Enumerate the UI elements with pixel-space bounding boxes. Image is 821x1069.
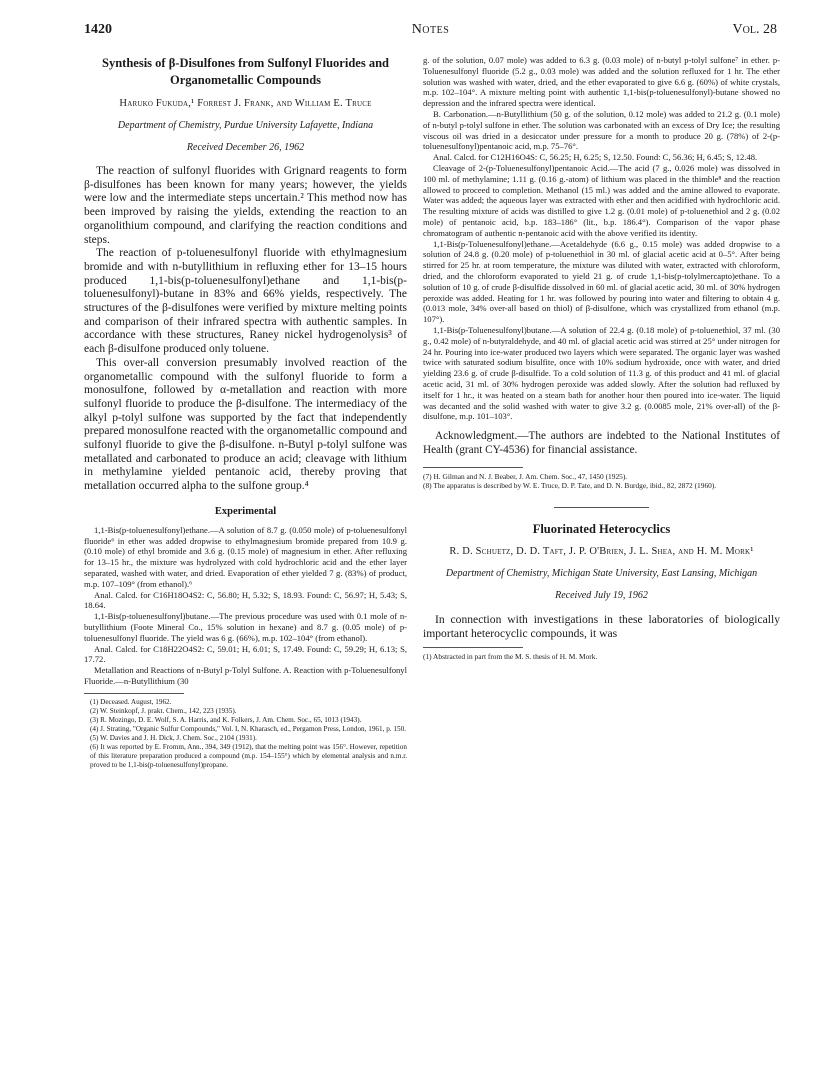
- article-separator: [554, 507, 649, 508]
- footnote: (5) W. Davies and J. H. Dick, J. Chem. Soc., 2104 (1931).: [90, 733, 257, 742]
- section-name: Notes: [411, 22, 450, 37]
- volume-label: Vol. 28: [732, 22, 777, 37]
- running-head: [84, 22, 777, 40]
- analysis-butane: Anal. Calcd. for C18H22O4S2: C, 59.01; H, 6.01; S, 17.49. Found: C, 59.29; H, 6.13; S, 17.72.: [84, 643, 407, 665]
- article-affiliation: Department of Chemistry, Purdue University Lafayette, Indiana: [117, 120, 374, 131]
- footnote: (6) It was reported by E. Fromm, Ann., 394, 349 (1912), that the melting point was 156°. However, repetition of this literature preparation produced a compound (m.p. 154–155°) which by elemental analysis and n.m.r. proved to be 1,1-bis(p-toluenesulfonyl)propane.: [90, 742, 407, 769]
- page-number: 1420: [84, 22, 112, 37]
- footnote: (4) J. Strating, "Organic Sulfur Compounds," Vol. I, N. Kharasch, ed., Pergamon Press, London, 1961, p. 150.: [90, 724, 406, 733]
- second-article-intro: In connection with investigations in these laboratories of biologically important heterocyclic compounds, it was: [423, 612, 780, 640]
- second-article-affiliation: Department of Chemistry, Michigan State University, East Lansing, Michigan: [445, 567, 758, 579]
- second-article-authors: R. D. Schuetz, D. D. Taft, J. P. O'Brien, J. L. Shea, and H. M. Mork¹: [449, 545, 754, 557]
- results-paragraph: The reaction of p-toluenesulfonyl fluoride with ethylmagnesium bromide and with n-butyllithium in refluxing ether for 13–15 hours produced 1,1-bis(p-toluenesulfonyl)ethane and 1,1-bis(p-toluenesulfonyl)-butane in 83% and 66% yields, respectively. The structures of the β-disulfones were verified by mixture melting points and comparison of their infrared spectra with authentic samples. In accordance with these structures, Raney nickel hydrogenolysis³ of each β-disulfone produced only toluene.: [84, 247, 407, 356]
- procedure-carbonation: B. Carbonation.—n-Butyllithium (50 g. of the solution, 0.12 mole) was added to 21.2 g. (0.1 mole) of n-butyl p-tolyl sulfone in ether. The solution was carbonated with an excess of Dry Ice; the resulting viscous oil was dried in a desiccator under pressure for a month to produce 20 g. (78%) of 2-(p-toluenesulfonyl)pentanoic acid, m.p. 75–76°.: [423, 108, 780, 152]
- article-title: Synthesis of β-Disulfones from Sulfonyl Fluorides and Organometallic Compounds: [102, 56, 389, 87]
- second-article-title: Fluorinated Heterocyclics: [532, 521, 671, 536]
- procedure-ethane: 1,1-Bis(p-toluenesulfonyl)ethane.—A solution of 8.7 g. (0.050 mole) of p-toluenesulfonyl fluoride⁶ in ether was added dropwise to ethylmagnesium bromide prepared from 10.9 g. (0.10 mole) of ethyl bromide and 3.6 g. (0.15 mole) of magnesium in ether. After refluxing for 13–15 hr., the mixture was hydrolyzed with cold hydrochloric acid and the ether layer separated, washed with water, and dried. Evaporation of ether yielded 7 g. (83%) of product, m.p. 107–109° (from ethanol).⁶: [84, 524, 407, 589]
- procedure-butane: 1,1-Bis(p-toluenesulfonyl)butane.—The previous procedure was used with 0.1 mole of n-butyllithium (Foote Mineral Co., 15% solution in hexane) and 8.7 g. (0.05 mole) of p-toluenesulfonyl fluoride. The yield was 6 g. (66%), m.p. 102–104° (from ethanol).: [84, 611, 407, 643]
- procedure-metallation: Metallation and Reactions of n-Butyl p-Tolyl Sulfone. A. Reaction with p-Toluenesulfonyl Fluoride.—n-Butyllithium (30: [84, 665, 407, 687]
- footnote: (7) H. Gilman and N. J. Beaber, J. Am. Chem. Soc., 47, 1450 (1925).: [423, 472, 628, 482]
- procedure-continuation: g. of the solution, 0.07 mole) was added to 6.3 g. (0.03 mole) of n-butyl p-tolyl sulfone⁷ in ether. p-Toluenesulfonyl fluoride (5.2 g., 0.03 mole) was added and the solution refluxed for 1 hr. The ether solution was washed with water, dried, and the ether evaporated to give 6.6 g. (60%) of white crystals, m.p. 102–104°. A mixture melting point with authentic 1,1-bis(p-toluenesulfonyl)-butane showed no depression and the infrared spectra were identical.: [423, 55, 780, 109]
- footnote-rule: [84, 693, 184, 694]
- second-received-date: Received July 19, 1962: [555, 589, 648, 601]
- analysis-ethane: Anal. Calcd. for C16H18O4S2: C, 56.80; H, 5.32; S, 18.93. Found: C, 56.97; H, 5.43; S, 18.64.: [84, 589, 407, 611]
- procedure-ethane-alt: 1,1-Bis(p-Toluenesulfonyl)ethane.—Acetaldehyde (6.6 g., 0.15 mole) was added dropwise to a solution of 24.8 g. (0.20 mole) of p-toluenethiol in 30 ml. of glacial acetic acid at 0–5°. After being stirred for 25 hr. at room temperature, the mixture was diluted with water, extracted with chloroform, dried, and the chloroform evaporated to yield 21 g. of crude 1,1-bis(p-tolylmercapto)ethane. To a solution of 10 g. of crude β-disulfide dissolved in 60 ml. of glacial acetic acid, 30 ml. of 30% hydrogen peroxide was added. Heating for 1 hr. was followed by pouring into water and filtering to obtain 4 g. (0.013 mole, 34% over-all based on thiol) of β-disulfone, which was crystallized from ethanol (m.p. 107°).: [423, 238, 780, 325]
- mechanism-paragraph: This over-all conversion presumably involved reaction of the organometallic compound with the sulfonyl fluoride to form a monosulfone, followed by α-metallation and reaction with more sulfonyl fluoride to produce the β-disulfone. The intermediacy of the alkyl p-tolyl sulfone was supported by the fact that independently prepared monosulfone reacted with the organometallic compound and sulfonyl fluoride to give the β-disulfone. n-Butyl p-tolyl sulfone was metallated and carbonated to produce an acid; cleavage with lithium in methylamine yielded pentanoic acid, thereby proving that metallation occurred alpha to the sulfone group.⁴: [84, 356, 407, 493]
- experimental-heading: Experimental: [214, 505, 277, 517]
- analysis-acid: Anal. Calcd. for C12H16O4S: C, 56.25; H, 6.25; S, 12.50. Found: C, 56.36; H, 6.45; S, 12.48.: [433, 152, 758, 163]
- procedure-butane-alt: 1,1-Bis(p-Toluenesulfonyl)butane.—A solution of 22.4 g. (0.18 mole) of p-toluenethiol, 37 ml. (30 g., 0.42 mole) of n-butyraldehyde, and 40 ml. of glacial acetic acid was stirred at 25° under nitrogen for 24 hr. Pouring into ice-water produced two layers which were separated. The organic layer was washed twice with saturated sodium bisulfite, once with 10% sodium hydroxide, once with water, and dried yielding 23.6 g. of crude β-disulfide. To a cold solution of 11.3 g. of this product and 41 ml. of glacial acetic acid, 31 ml. of 30% hydrogen peroxide was added slowly. After the solution had refluxed by itself for 1 hr., it was heated on a steam bath for another hour then poured into ice-water. The liquid was decanted and the solid washed with water to give 3.2 g. (0.0085 mole, 21% over-all) of the β-disulfone, m.p. 101–103°.: [423, 324, 780, 422]
- intro-paragraph: The reaction of sulfonyl fluorides with Grignard reagents to form β-disulfones has been known for many years; however, the yields were low and the intermediate steps uncertain.² This method now has been improved by raising the yields, extending the reaction to an organolithium compound, and clarifying the reaction conditions and steps.: [84, 165, 407, 246]
- left-column: [84, 55, 407, 770]
- footnote: (2) W. Steinkopf, J. prakt. Chem., 142, 223 (1935).: [90, 706, 237, 715]
- acknowledgment: Acknowledgment.—The authors are indebted to the National Institutes of Health (grant CY-4536) for financial assistance.: [423, 430, 780, 456]
- received-date: Received December 26, 1962: [186, 142, 305, 153]
- footnote: (8) The apparatus is described by W. E. Truce, D. P. Tate, and D. N. Burdge, ibid., 82, 2872 (1960).: [423, 481, 717, 491]
- article-authors: Haruko Fukuda,¹ Forrest J. Frank, and William E. Truce: [119, 98, 372, 109]
- procedure-cleavage: Cleavage of 2-(p-Toluenesulfonyl)pentanoic Acid.—The acid (7 g., 0.026 mole) was dissolved in 100 ml. of methylamine; 1.11 g. (0.16 g.-atom) of lithium was placed in the thimble⁸ and the reaction allowed to proceed to completion. Methanol (15 ml.) was added and the amine allowed to evaporate. Water was added; the aqueous layer was extracted with ether and then acidified with hydrochloric acid. The resulting mixture of acids was distilled to give 1.2 g. (0.01 mole) of p-toluenethiol and 2 g. (0.02 mole) of pentanoic acid, b.p. 183–186° (lit., b.p. 186.4°). Comparison of the vapor phase chromatogram of authentic n-pentanoic acid with the above verified its identity.: [423, 162, 780, 238]
- right-column: [423, 55, 780, 661]
- footnote: (1) Abstracted in part from the M. S. thesis of H. M. Mork.: [423, 651, 598, 661]
- footnote-rule: [423, 467, 523, 468]
- footnote: (3) R. Mozingo, D. E. Wolf, S. A. Harris, and K. Folkers, J. Am. Chem. Soc., 65, 1013 (1943).: [90, 715, 362, 724]
- footnote: (1) Deceased. August, 1962.: [90, 697, 172, 706]
- footnote-rule: [423, 647, 523, 648]
